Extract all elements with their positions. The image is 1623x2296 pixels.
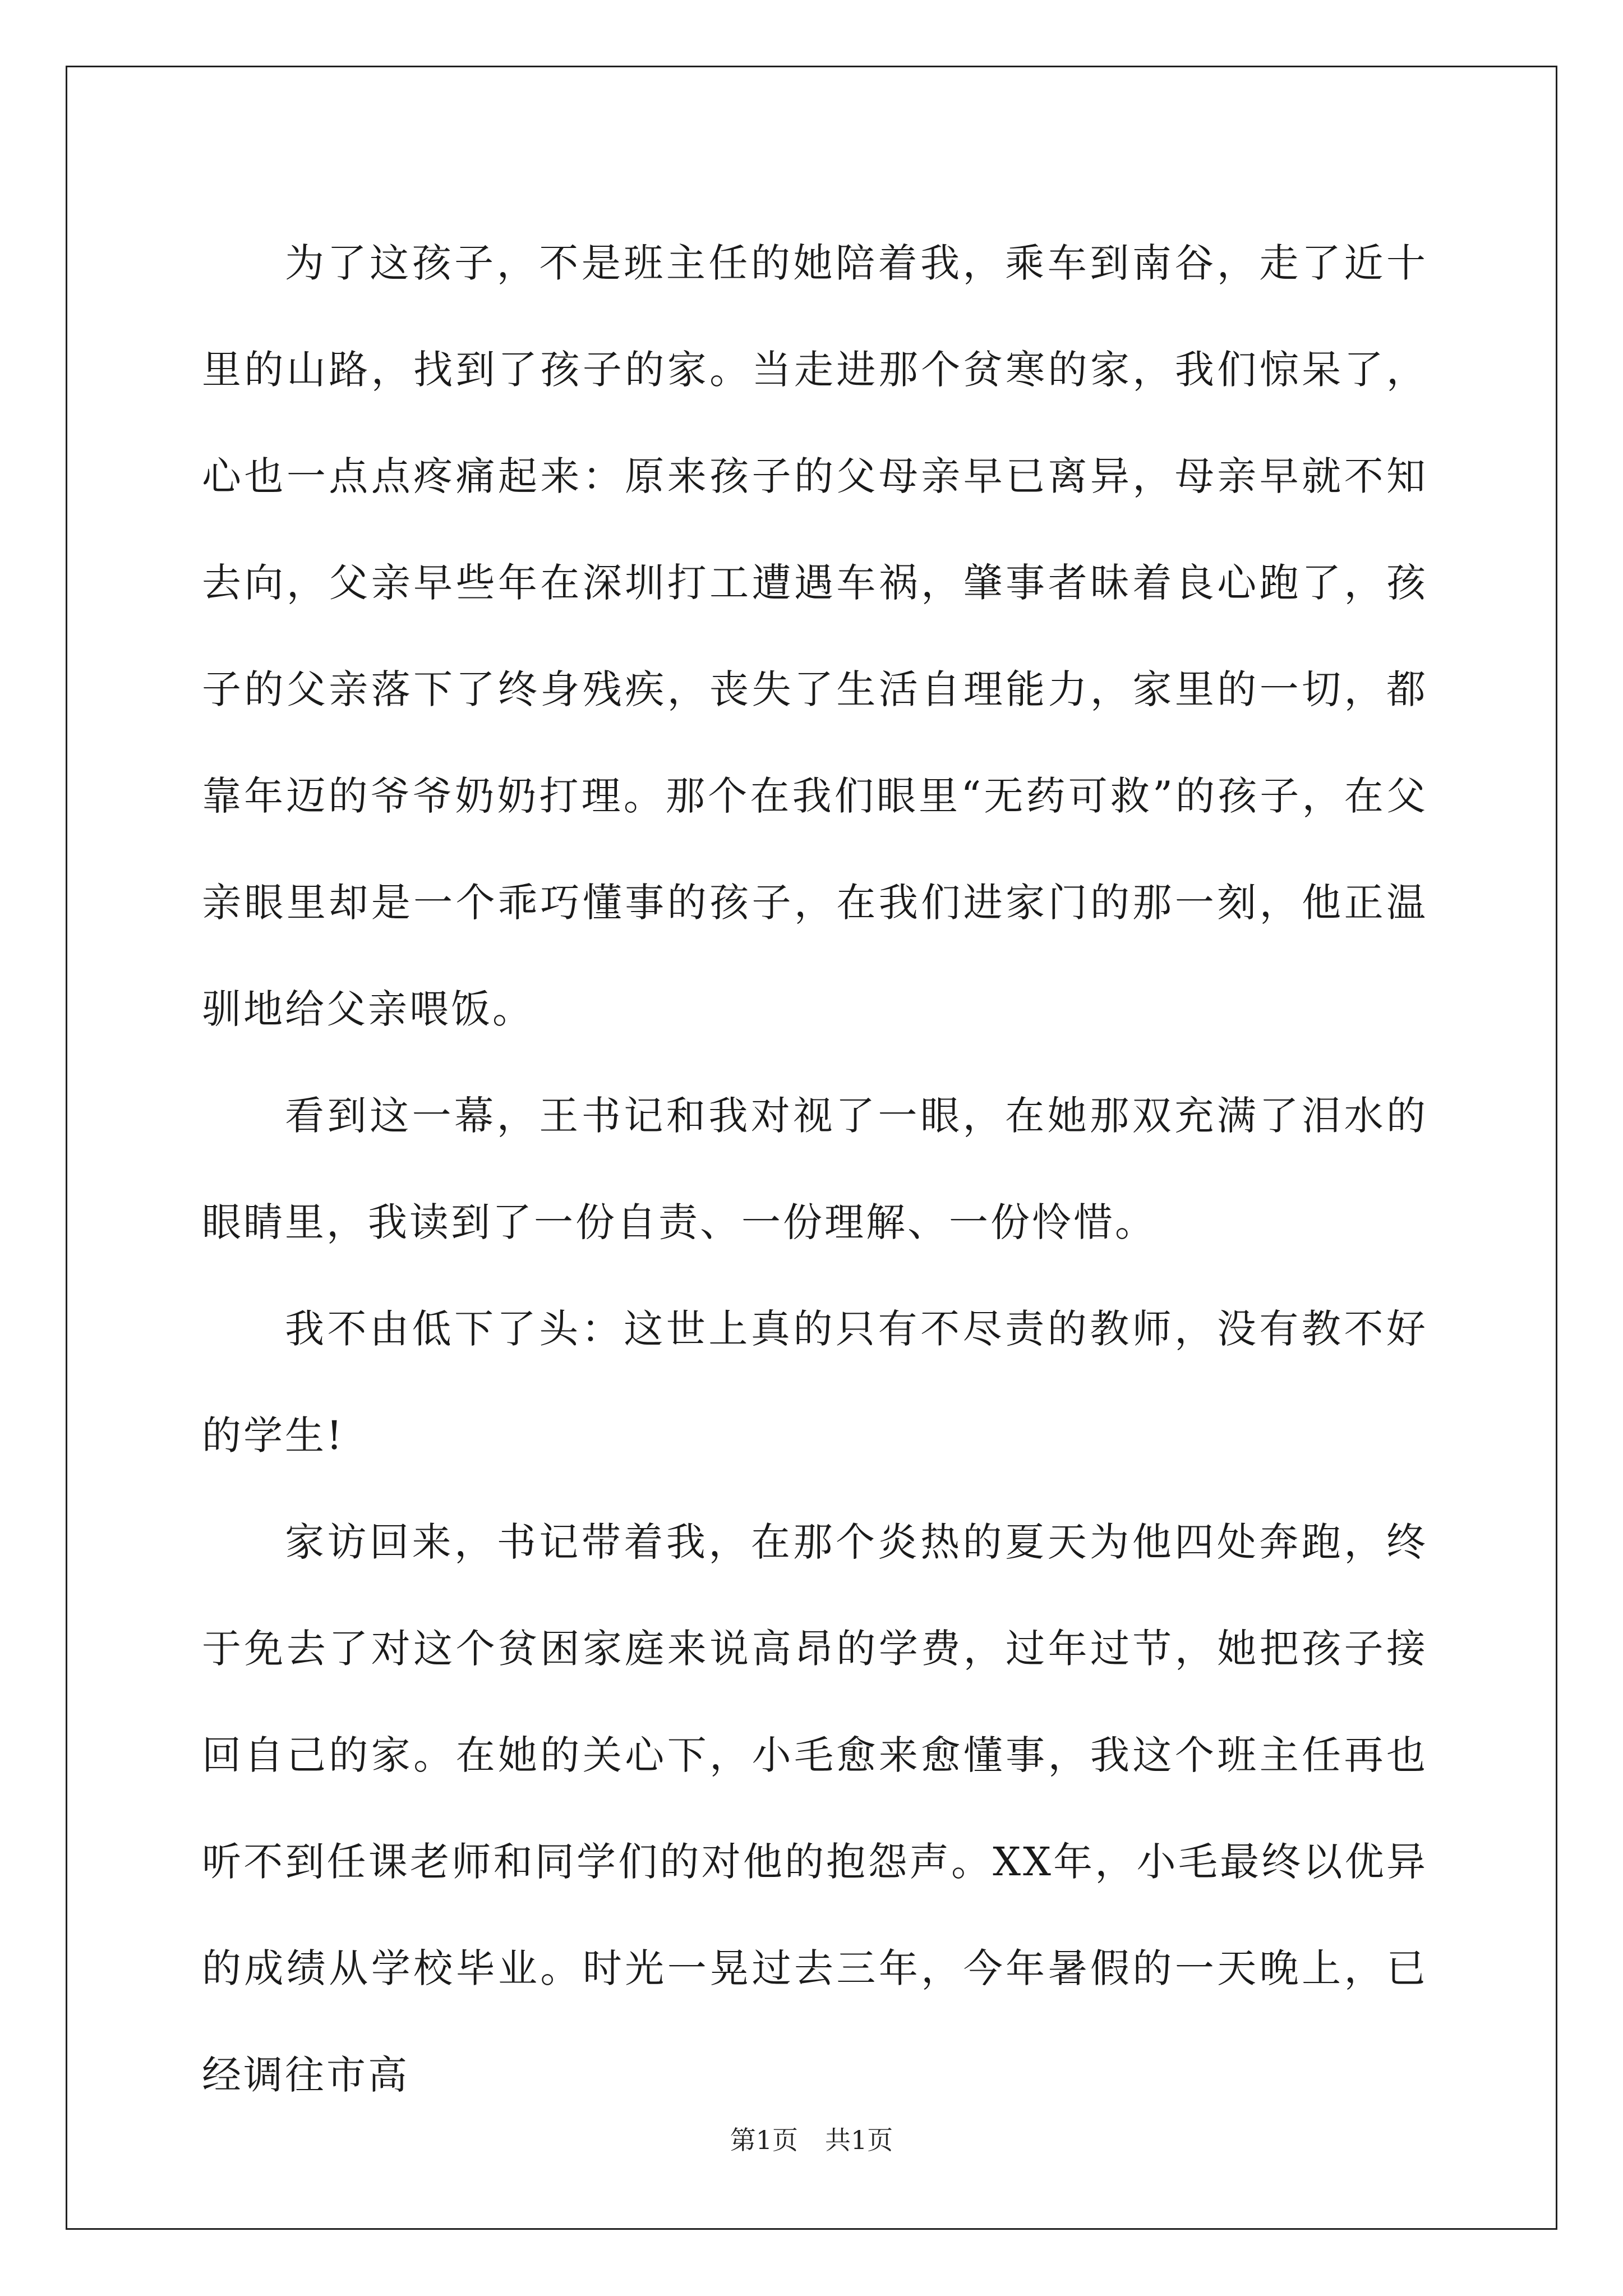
paragraph: 我不由低下了头：这世上真的只有不尽责的教师，没有教不好的学生! <box>202 1306 1428 1458</box>
paragraph: 看到这一幕，王书记和我对视了一眼，在她那双充满了泪水的眼睛里，我读到了一份自责、一份理解、一份怜惜。 <box>202 1093 1428 1245</box>
page-footer <box>0 2123 1623 2157</box>
document-body <box>202 210 1428 2128</box>
page-total: 共1页 <box>825 2125 893 2155</box>
paragraph: 家访回来，书记带着我，在那个炎热的夏天为他四处奔跑，终于免去了对这个贫困家庭来说高昂的学费，过年过节，她把孩子接回自己的家。在她的关心下，小毛愈来愈懂事，我这个班主任再也听不到任课老师和同学们的对他的抱怨声。XX年，小毛最终以优异的成绩从学校毕业。时光一晃过去三年，今年暑假的一天晚上，已经调往市高 <box>202 1519 1428 2098</box>
paragraph: 为了这孩子，不是班主任的她陪着我，乘车到南谷，走了近十里的山路，找到了孩子的家。当走进那个贫寒的家，我们惊呆了，心也一点点疼痛起来：原来孩子的父母亲早已离异，母亲早就不知去向，父亲早些年在深圳打工遭遇车祸，肇事者昧着良心跑了，孩子的父亲落下了终身残疾，丧失了生活自理能力，家里的一切，都靠年迈的爷爷奶奶打理。那个在我们眼里“无药可救”的孩子，在父亲眼里却是一个乖巧懂事的孩子，在我们进家门的那一刻，他正温驯地给父亲喂饭。 <box>202 240 1428 1032</box>
page-number: 第1页 <box>730 2125 798 2155</box>
